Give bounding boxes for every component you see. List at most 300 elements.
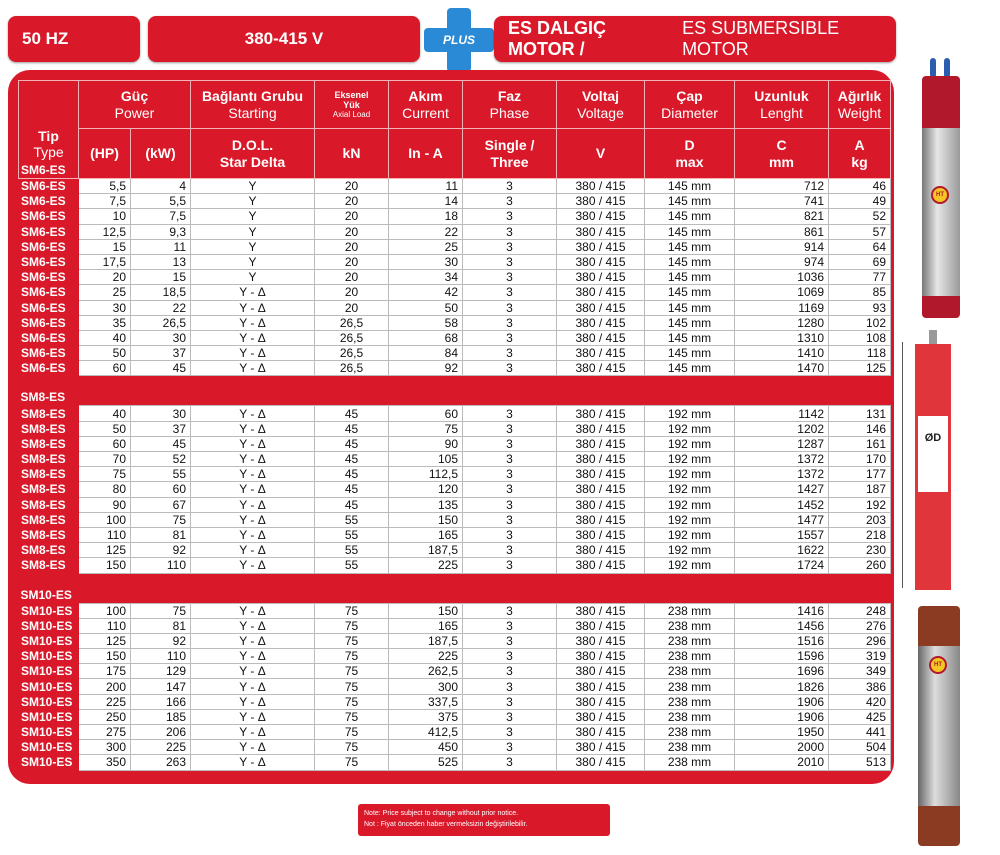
- table-cell: 504: [829, 740, 891, 755]
- group-header: [19, 573, 891, 603]
- table-cell: 5,5: [131, 194, 191, 209]
- table-cell: 513: [829, 755, 891, 770]
- table-cell: 40: [79, 406, 131, 421]
- model-cell: SM10-ES: [19, 694, 79, 709]
- table-cell: 75: [315, 694, 389, 709]
- table-cell: 380 / 415: [557, 664, 645, 679]
- table-row: [19, 664, 891, 679]
- table-cell: Y: [191, 239, 315, 254]
- table-row: [19, 618, 891, 633]
- table-cell: 3: [463, 224, 557, 239]
- table-cell: 192 mm: [645, 452, 735, 467]
- table-cell: 1372: [735, 452, 829, 467]
- table-cell: 92: [131, 633, 191, 648]
- table-cell: 166: [131, 694, 191, 709]
- table-cell: 238 mm: [645, 709, 735, 724]
- table-cell: Y - Δ: [191, 300, 315, 315]
- table-cell: 821: [735, 209, 829, 224]
- table-cell: 110: [131, 558, 191, 573]
- table-cell: 380 / 415: [557, 558, 645, 573]
- table-cell: 145 mm: [645, 224, 735, 239]
- table-cell: 300: [389, 679, 463, 694]
- table-cell: 2010: [735, 755, 829, 770]
- table-cell: 175: [79, 664, 131, 679]
- table-row: [19, 497, 891, 512]
- table-cell: 380 / 415: [557, 497, 645, 512]
- table-cell: 131: [829, 406, 891, 421]
- table-row: [19, 254, 891, 269]
- table-cell: 35: [79, 315, 131, 330]
- table-cell: 75: [315, 755, 389, 770]
- table-cell: 380 / 415: [557, 482, 645, 497]
- table-cell: 9,3: [131, 224, 191, 239]
- table-cell: 380 / 415: [557, 361, 645, 376]
- table-cell: 55: [315, 558, 389, 573]
- table-cell: 10: [79, 209, 131, 224]
- table-row: [19, 406, 891, 421]
- col-phase: Faz Phase: [463, 81, 557, 129]
- table-cell: 3: [463, 725, 557, 740]
- table-cell: 380 / 415: [557, 649, 645, 664]
- table-cell: 34: [389, 270, 463, 285]
- table-row: [19, 194, 891, 209]
- note-line-tr: Not : Fiyat önceden haber vermeksizin değiştirilebilir.: [364, 821, 528, 828]
- model-cell: SM10-ES: [19, 725, 79, 740]
- table-cell: 145 mm: [645, 330, 735, 345]
- table-cell: 3: [463, 679, 557, 694]
- table-cell: 165: [389, 618, 463, 633]
- table-cell: 4: [131, 179, 191, 194]
- table-cell: 380 / 415: [557, 740, 645, 755]
- table-cell: 26,5: [315, 330, 389, 345]
- table-cell: Y: [191, 224, 315, 239]
- col-starting: Bağlantı Grubu Starting: [191, 81, 315, 129]
- table-row: [19, 209, 891, 224]
- table-cell: 380 / 415: [557, 224, 645, 239]
- unit-ina: In - A: [389, 129, 463, 179]
- table-cell: 203: [829, 512, 891, 527]
- table-cell: Y - Δ: [191, 755, 315, 770]
- table-cell: 30: [131, 330, 191, 345]
- group-label: SM10-ES: [19, 573, 891, 603]
- table-cell: 3: [463, 709, 557, 724]
- col-length: Uzunluk Lenght: [735, 81, 829, 129]
- table-cell: 218: [829, 527, 891, 542]
- table-cell: Y - Δ: [191, 315, 315, 330]
- table-cell: 77: [829, 270, 891, 285]
- table-row: [19, 603, 891, 618]
- table-cell: Y: [191, 270, 315, 285]
- table-cell: 425: [829, 709, 891, 724]
- table-cell: 1452: [735, 497, 829, 512]
- table-cell: 26,5: [315, 346, 389, 361]
- model-cell: SM6-ES: [19, 224, 79, 239]
- table-cell: 5,5: [79, 179, 131, 194]
- table-row: [19, 421, 891, 436]
- model-cell: SM6-ES: [19, 315, 79, 330]
- col-current: Akım Current: [389, 81, 463, 129]
- model-cell: SM8-ES: [19, 543, 79, 558]
- table-cell: 118: [829, 346, 891, 361]
- table-cell: 380 / 415: [557, 270, 645, 285]
- table-cell: 81: [131, 527, 191, 542]
- table-cell: 3: [463, 406, 557, 421]
- table-cell: 238 mm: [645, 679, 735, 694]
- table-cell: 145 mm: [645, 361, 735, 376]
- table-cell: 2000: [735, 740, 829, 755]
- unit-v: V: [557, 129, 645, 179]
- table-cell: 20: [315, 270, 389, 285]
- table-cell: 230: [829, 543, 891, 558]
- table-cell: 380 / 415: [557, 725, 645, 740]
- table-cell: 80: [79, 482, 131, 497]
- table-cell: 1826: [735, 679, 829, 694]
- table-cell: 75: [315, 664, 389, 679]
- table-cell: Y - Δ: [191, 618, 315, 633]
- table-cell: 147: [131, 679, 191, 694]
- table-cell: 3: [463, 421, 557, 436]
- table-cell: 3: [463, 633, 557, 648]
- table-cell: 3: [463, 482, 557, 497]
- table-cell: 145 mm: [645, 179, 735, 194]
- table-cell: 225: [389, 649, 463, 664]
- table-cell: 150: [389, 603, 463, 618]
- table-cell: 145 mm: [645, 270, 735, 285]
- table-cell: 37: [131, 421, 191, 436]
- table-cell: 3: [463, 558, 557, 573]
- model-cell: SM6-ES: [19, 285, 79, 300]
- table-cell: 380 / 415: [557, 285, 645, 300]
- table-cell: 380 / 415: [557, 300, 645, 315]
- model-cell: SM6-ES: [19, 346, 79, 361]
- table-cell: 1470: [735, 361, 829, 376]
- table-cell: 92: [131, 543, 191, 558]
- table-cell: 45: [315, 421, 389, 436]
- table-cell: 110: [79, 527, 131, 542]
- table-cell: 60: [131, 482, 191, 497]
- table-cell: 45: [131, 436, 191, 451]
- table-cell: 380 / 415: [557, 755, 645, 770]
- model-cell: SM10-ES: [19, 679, 79, 694]
- table-cell: 3: [463, 315, 557, 330]
- unit-hp: (HP): [79, 129, 131, 179]
- table-cell: 380 / 415: [557, 209, 645, 224]
- table-cell: 1696: [735, 664, 829, 679]
- table-cell: 275: [79, 725, 131, 740]
- table-cell: 741: [735, 194, 829, 209]
- unit-kw: (kW): [131, 129, 191, 179]
- table-cell: 3: [463, 285, 557, 300]
- table-cell: 112,5: [389, 467, 463, 482]
- table-cell: 50: [389, 300, 463, 315]
- table-cell: 3: [463, 239, 557, 254]
- table-cell: 185: [131, 709, 191, 724]
- table-cell: 20: [315, 179, 389, 194]
- table-cell: 260: [829, 558, 891, 573]
- table-cell: 26,5: [131, 315, 191, 330]
- table-row: [19, 649, 891, 664]
- table-cell: Y - Δ: [191, 679, 315, 694]
- table-cell: 145 mm: [645, 254, 735, 269]
- table-cell: 45: [315, 436, 389, 451]
- table-cell: Y - Δ: [191, 725, 315, 740]
- table-cell: 1310: [735, 330, 829, 345]
- table-cell: 129: [131, 664, 191, 679]
- table-row: [19, 300, 891, 315]
- table-cell: Y - Δ: [191, 285, 315, 300]
- table-cell: Y - Δ: [191, 527, 315, 542]
- table-cell: Y: [191, 194, 315, 209]
- table-cell: 1069: [735, 285, 829, 300]
- table-cell: 7,5: [79, 194, 131, 209]
- table-cell: 238 mm: [645, 633, 735, 648]
- table-cell: 100: [79, 512, 131, 527]
- model-cell: SM8-ES: [19, 512, 79, 527]
- table-row: [19, 346, 891, 361]
- table-cell: 100: [79, 603, 131, 618]
- table-row: [19, 361, 891, 376]
- table-cell: 49: [829, 194, 891, 209]
- table-cell: 45: [315, 467, 389, 482]
- dimension-drawing: [900, 330, 966, 595]
- table-cell: 1516: [735, 633, 829, 648]
- table-cell: 450: [389, 740, 463, 755]
- table-cell: 20: [315, 300, 389, 315]
- table-cell: 1456: [735, 618, 829, 633]
- table-cell: 60: [79, 436, 131, 451]
- table-cell: 300: [79, 740, 131, 755]
- table-cell: 3: [463, 300, 557, 315]
- model-cell: SM10-ES: [19, 755, 79, 770]
- table-cell: 3: [463, 194, 557, 209]
- table-cell: 105: [389, 452, 463, 467]
- spec-panel: [8, 70, 894, 784]
- model-cell: SM8-ES: [19, 406, 79, 421]
- table-cell: 55: [315, 512, 389, 527]
- table-cell: 81: [131, 618, 191, 633]
- table-cell: 15: [131, 270, 191, 285]
- table-cell: 192 mm: [645, 467, 735, 482]
- table-cell: 60: [389, 406, 463, 421]
- table-cell: 3: [463, 664, 557, 679]
- table-cell: 7,5: [131, 209, 191, 224]
- table-cell: 90: [79, 497, 131, 512]
- model-cell: SM10-ES: [19, 618, 79, 633]
- table-cell: 13: [131, 254, 191, 269]
- table-cell: Y - Δ: [191, 497, 315, 512]
- table-cell: 20: [315, 239, 389, 254]
- table-cell: 192 mm: [645, 436, 735, 451]
- table-cell: 200: [79, 679, 131, 694]
- table-cell: 45: [315, 406, 389, 421]
- table-cell: 386: [829, 679, 891, 694]
- table-cell: 3: [463, 452, 557, 467]
- table-row: [19, 270, 891, 285]
- table-cell: 206: [131, 725, 191, 740]
- table-cell: 238 mm: [645, 649, 735, 664]
- table-cell: 712: [735, 179, 829, 194]
- table-cell: 3: [463, 254, 557, 269]
- table-cell: 380 / 415: [557, 406, 645, 421]
- table-cell: 1287: [735, 436, 829, 451]
- table-cell: 3: [463, 618, 557, 633]
- table-row: [19, 527, 891, 542]
- table-cell: 75: [389, 421, 463, 436]
- table-cell: 145 mm: [645, 209, 735, 224]
- table-cell: 110: [79, 618, 131, 633]
- table-cell: 380 / 415: [557, 512, 645, 527]
- table-cell: 349: [829, 664, 891, 679]
- table-cell: 1036: [735, 270, 829, 285]
- table-cell: 55: [131, 467, 191, 482]
- table-cell: 177: [829, 467, 891, 482]
- table-cell: 441: [829, 725, 891, 740]
- table-cell: 192 mm: [645, 406, 735, 421]
- table-row: [19, 330, 891, 345]
- table-cell: Y - Δ: [191, 361, 315, 376]
- table-cell: 11: [389, 179, 463, 194]
- table-cell: 42: [389, 285, 463, 300]
- table-cell: 380 / 415: [557, 603, 645, 618]
- model-cell: SM6-ES: [19, 239, 79, 254]
- table-cell: 192: [829, 497, 891, 512]
- model-cell: SM8-ES: [19, 436, 79, 451]
- table-cell: 3: [463, 497, 557, 512]
- table-row: [19, 179, 891, 194]
- table-row: [19, 679, 891, 694]
- table-cell: 75: [315, 740, 389, 755]
- note-line-en: Note: Price subject to change without prior notice.: [364, 810, 519, 817]
- table-cell: 3: [463, 512, 557, 527]
- table-cell: 75: [315, 725, 389, 740]
- table-cell: 22: [389, 224, 463, 239]
- table-cell: 1724: [735, 558, 829, 573]
- table-cell: 108: [829, 330, 891, 345]
- page-title: [494, 16, 896, 62]
- model-cell: SM6-ES: [19, 361, 79, 376]
- table-cell: 52: [131, 452, 191, 467]
- table-cell: 20: [79, 270, 131, 285]
- table-cell: 1202: [735, 421, 829, 436]
- table-cell: 3: [463, 527, 557, 542]
- table-cell: 68: [389, 330, 463, 345]
- table-cell: 1622: [735, 543, 829, 558]
- table-row: [19, 452, 891, 467]
- table-cell: Y - Δ: [191, 558, 315, 573]
- table-cell: 974: [735, 254, 829, 269]
- table-cell: 45: [315, 497, 389, 512]
- table-cell: 3: [463, 603, 557, 618]
- table-cell: 165: [389, 527, 463, 542]
- model-cell: SM8-ES: [19, 558, 79, 573]
- model-cell: SM10-ES: [19, 740, 79, 755]
- table-cell: Y - Δ: [191, 346, 315, 361]
- table-cell: 20: [315, 209, 389, 224]
- table-cell: Y: [191, 209, 315, 224]
- table-cell: 380 / 415: [557, 679, 645, 694]
- unit-length: C mm: [735, 129, 829, 179]
- table-cell: 914: [735, 239, 829, 254]
- table-cell: 250: [79, 709, 131, 724]
- table-cell: 380 / 415: [557, 239, 645, 254]
- unit-weight: A kg: [829, 129, 891, 179]
- table-cell: 57: [829, 224, 891, 239]
- table-cell: 380 / 415: [557, 618, 645, 633]
- table-cell: 145 mm: [645, 285, 735, 300]
- table-cell: 192 mm: [645, 421, 735, 436]
- table-cell: 145 mm: [645, 346, 735, 361]
- table-cell: 861: [735, 224, 829, 239]
- model-cell: SM6-ES: [19, 254, 79, 269]
- table-cell: 337,5: [389, 694, 463, 709]
- table-cell: 37: [131, 346, 191, 361]
- model-cell: SM8-ES: [19, 497, 79, 512]
- table-cell: Y - Δ: [191, 603, 315, 618]
- table-cell: 238 mm: [645, 618, 735, 633]
- plus-badge-text: PLUS: [442, 33, 475, 47]
- table-cell: 192 mm: [645, 558, 735, 573]
- model-cell: SM10-ES: [19, 649, 79, 664]
- table-cell: 1950: [735, 725, 829, 740]
- table-cell: 75: [315, 649, 389, 664]
- table-cell: 60: [79, 361, 131, 376]
- table-cell: 45: [131, 361, 191, 376]
- model-cell: SM8-ES: [19, 467, 79, 482]
- table-row: [19, 740, 891, 755]
- table-cell: 296: [829, 633, 891, 648]
- table-row: [19, 224, 891, 239]
- col-voltage: Voltaj Voltage: [557, 81, 645, 129]
- table-cell: 75: [79, 467, 131, 482]
- table-cell: Y - Δ: [191, 633, 315, 648]
- table-cell: 145 mm: [645, 315, 735, 330]
- table-cell: 238 mm: [645, 694, 735, 709]
- title-tr: ES DALGIÇ MOTOR /: [508, 18, 607, 59]
- table-cell: Y - Δ: [191, 330, 315, 345]
- unit-diameter: D max: [645, 129, 735, 179]
- table-cell: 102: [829, 315, 891, 330]
- table-cell: 3: [463, 330, 557, 345]
- table-cell: 319: [829, 649, 891, 664]
- table-cell: 1596: [735, 649, 829, 664]
- table-cell: 238 mm: [645, 725, 735, 740]
- model-cell: SM10-ES: [19, 603, 79, 618]
- table-cell: 420: [829, 694, 891, 709]
- table-cell: 69: [829, 254, 891, 269]
- table-cell: 225: [389, 558, 463, 573]
- table-row: [19, 315, 891, 330]
- table-cell: 192 mm: [645, 512, 735, 527]
- table-row: [19, 633, 891, 648]
- table-cell: 380 / 415: [557, 527, 645, 542]
- model-cell: SM6-ES: [19, 300, 79, 315]
- table-row: [19, 436, 891, 451]
- table-cell: 3: [463, 755, 557, 770]
- table-cell: 276: [829, 618, 891, 633]
- model-cell: SM8-ES: [19, 527, 79, 542]
- table-cell: 161: [829, 436, 891, 451]
- motor-image-red: [918, 58, 964, 318]
- table-cell: Y: [191, 254, 315, 269]
- table-cell: 20: [315, 224, 389, 239]
- frequency-label: 50 HZ: [8, 16, 140, 62]
- table-cell: 14: [389, 194, 463, 209]
- table-cell: 125: [79, 633, 131, 648]
- table-cell: 238 mm: [645, 603, 735, 618]
- table-row: [19, 558, 891, 573]
- table-cell: 58: [389, 315, 463, 330]
- table-cell: 380 / 415: [557, 436, 645, 451]
